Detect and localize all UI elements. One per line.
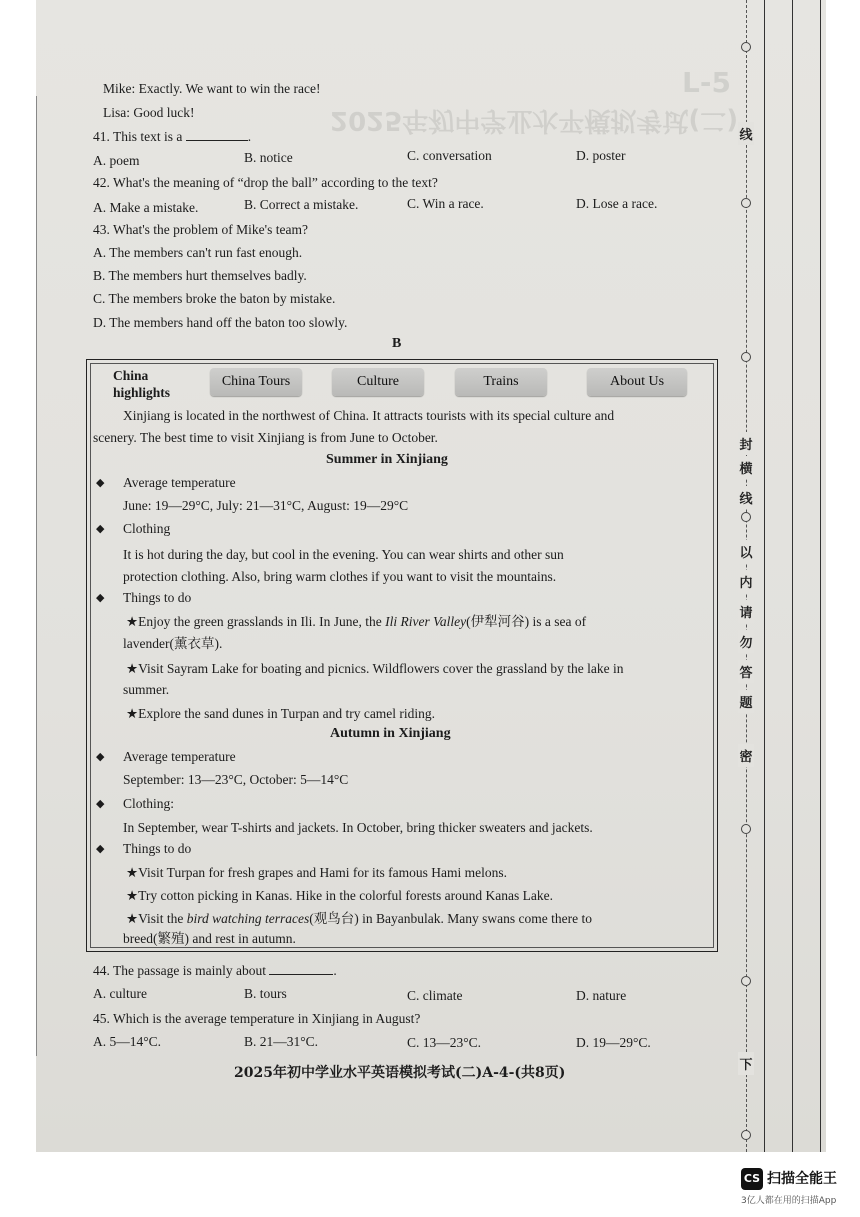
bleed-through-page-number: L-5 — [682, 66, 731, 99]
intro-line-2: scenery. The best time to visit Xinjiang is from June to October. — [93, 430, 438, 445]
gutter-char-wu: 勿 — [738, 630, 754, 653]
scanner-logo-icon: CS — [741, 1168, 763, 1190]
autumn-temp-label: Average temperature — [123, 749, 236, 764]
scanner-tagline: 3亿人都在用的扫描App — [741, 1196, 837, 1206]
autumn-item-2: ★Try cotton picking in Kanas. Hike in the colorful forests around Kanas Lake. — [126, 888, 554, 903]
question-44-stem — [93, 962, 337, 980]
summer-item-1-b: (伊犁河谷) is a sea of — [466, 614, 587, 629]
bleed-through-title: 2025年初中学业水平模拟考试(二) — [330, 105, 739, 135]
question-41-period: . — [247, 129, 252, 144]
summer-item-1-italic: Ili River Valley — [385, 614, 467, 629]
q41-option-a: A. poem — [93, 153, 140, 168]
gutter-char-xian2: 线 — [738, 486, 754, 509]
binding-hole — [741, 198, 751, 208]
gutter-char-xia: 下 — [738, 1052, 754, 1075]
gutter-rule-3 — [820, 0, 821, 1152]
q45-option-a: A. 5—14°C. — [93, 1034, 162, 1049]
lisa-line: Lisa: Good luck! — [103, 105, 195, 120]
autumn-clothing-text: In September, wear T-shirts and jackets. In October, bring thicker sweaters and jackets. — [123, 820, 593, 835]
binding-hole — [741, 824, 751, 834]
answer-blank — [269, 974, 333, 975]
mike-line: Mike: Exactly. We want to win the race! — [103, 81, 321, 96]
q44-option-c: C. climate — [407, 988, 463, 1003]
brand-china: China — [113, 368, 149, 383]
summer-clothing-line-2: protection clothing. Also, bring warm clothes if you want to visit the mountains. — [123, 569, 557, 584]
intro-line-1: Xinjiang is located in the northwest of China. It attracts tourists with its special culture and — [123, 408, 615, 423]
summer-item-3: ★Explore the sand dunes in Turpan and try camel riding. — [126, 706, 436, 721]
autumn-item-3-b: (观鸟台) in Bayanbulak. Many swans come there to — [309, 911, 592, 926]
bullet-diamond: ◆ — [96, 751, 105, 763]
question-44-text: 44. The passage is mainly about — [93, 963, 266, 978]
tab-trains[interactable]: Trains — [455, 368, 547, 396]
q44-option-d: D. nature — [576, 988, 627, 1003]
tab-about-us[interactable]: About Us — [587, 368, 687, 396]
gutter-char-heng: 横 — [738, 456, 754, 479]
binding-hole — [741, 976, 751, 986]
gutter-char-nei: 内 — [738, 570, 754, 593]
tab-china-tours[interactable]: China Tours — [210, 368, 302, 396]
summer-item-2-line-2: summer. — [123, 682, 170, 697]
autumn-item-3 — [126, 910, 592, 928]
autumn-clothing-label: Clothing: — [123, 796, 175, 811]
q41-option-c: C. conversation — [407, 148, 492, 163]
page-footer: 2025年初中学业水平英语模拟考试(二)A-4-(共8页) — [234, 1065, 566, 1081]
gutter-rule-2 — [792, 0, 793, 1152]
bullet-diamond: ◆ — [96, 523, 105, 535]
bullet-diamond: ◆ — [96, 843, 105, 855]
gutter-char-mi: 密 — [738, 744, 754, 767]
q44-option-b: B. tours — [244, 986, 287, 1001]
gutter-rule-1 — [764, 0, 765, 1152]
gutter-char-ti: 题 — [738, 690, 754, 713]
q41-option-d: D. poster — [576, 148, 626, 163]
summer-item-1-a: ★Enjoy the green grasslands in Ili. In June, the — [126, 614, 386, 629]
gutter-char-xian: 线 — [738, 122, 754, 145]
q45-option-d: D. 19—29°C. — [576, 1035, 651, 1050]
question-44-period: . — [333, 963, 337, 978]
summer-item-1-line-2: lavender(薰衣草). — [123, 636, 223, 651]
answer-blank — [186, 140, 248, 141]
bullet-diamond: ◆ — [96, 477, 105, 489]
summer-heading: Summer in Xinjiang — [326, 452, 448, 467]
q43-option-c: C. The members broke the baton by mistake. — [93, 291, 336, 306]
q42-option-d: D. Lose a race. — [576, 196, 658, 211]
summer-item-1 — [126, 613, 586, 631]
question-42-stem: 42. What's the meaning of “drop the ball” according to the text? — [93, 175, 438, 190]
q45-option-c: C. 13—23°C. — [407, 1035, 482, 1050]
brand-highlights: highlights — [113, 385, 171, 400]
section-b-label: B — [392, 336, 402, 351]
summer-things-label: Things to do — [123, 590, 192, 605]
autumn-item-3-a: ★Visit the — [126, 911, 187, 926]
summer-clothing-line-1: It is hot during the day, but cool in the evening. You can wear shirts and other sun — [123, 547, 564, 562]
gutter-char-yi: 以 — [738, 540, 754, 563]
autumn-item-3-line-2: breed(繁殖) and rest in autumn. — [123, 931, 296, 946]
q41-option-b: B. notice — [244, 150, 293, 165]
gutter-char-feng: 封 — [738, 432, 754, 455]
binding-hole — [741, 352, 751, 362]
q42-option-b: B. Correct a mistake. — [244, 197, 359, 212]
q42-option-c: C. Win a race. — [407, 196, 484, 211]
q44-option-a: A. culture — [93, 986, 147, 1001]
autumn-heading: Autumn in Xinjiang — [330, 726, 451, 741]
summer-temp-label: Average temperature — [123, 475, 236, 490]
binding-hole — [741, 1130, 751, 1140]
question-41-stem — [93, 128, 251, 146]
question-45-stem: 45. Which is the average temperature in Xinjiang in August? — [93, 1011, 421, 1026]
tab-culture[interactable]: Culture — [332, 368, 424, 396]
q42-option-a: A. Make a mistake. — [93, 200, 199, 215]
autumn-item-3-italic: bird watching terraces — [186, 911, 310, 926]
binding-hole — [741, 512, 751, 522]
binding-hole — [741, 42, 751, 52]
autumn-things-label: Things to do — [123, 841, 192, 856]
q43-option-b: B. The members hurt themselves badly. — [93, 268, 307, 283]
bullet-diamond: ◆ — [96, 798, 105, 810]
summer-clothing-label: Clothing — [123, 521, 171, 536]
question-43-stem: 43. What's the problem of Mike's team? — [93, 222, 308, 237]
q45-option-b: B. 21—31°C. — [244, 1034, 319, 1049]
gutter-char-qing: 请 — [738, 600, 754, 623]
summer-temp-text: June: 19—29°C, July: 21—31°C, August: 19—29°C — [123, 498, 409, 513]
bullet-diamond: ◆ — [96, 592, 105, 604]
summer-item-2-line-1: ★Visit Sayram Lake for boating and picnics. Wildflowers cover the grassland by the lake in — [126, 661, 624, 676]
left-margin-rule — [36, 96, 37, 1056]
q43-option-d: D. The members hand off the baton too slowly. — [93, 315, 348, 330]
q43-option-a: A. The members can't run fast enough. — [93, 245, 303, 260]
question-41-text: 41. This text is a — [93, 129, 183, 144]
autumn-temp-text: September: 13—23°C, October: 5—14°C — [123, 772, 349, 787]
autumn-item-1: ★Visit Turpan for fresh grapes and Hami for its famous Hami melons. — [126, 865, 507, 880]
scanner-brand: 扫描全能王 — [767, 1171, 837, 1187]
gutter-char-da: 答 — [738, 660, 754, 683]
